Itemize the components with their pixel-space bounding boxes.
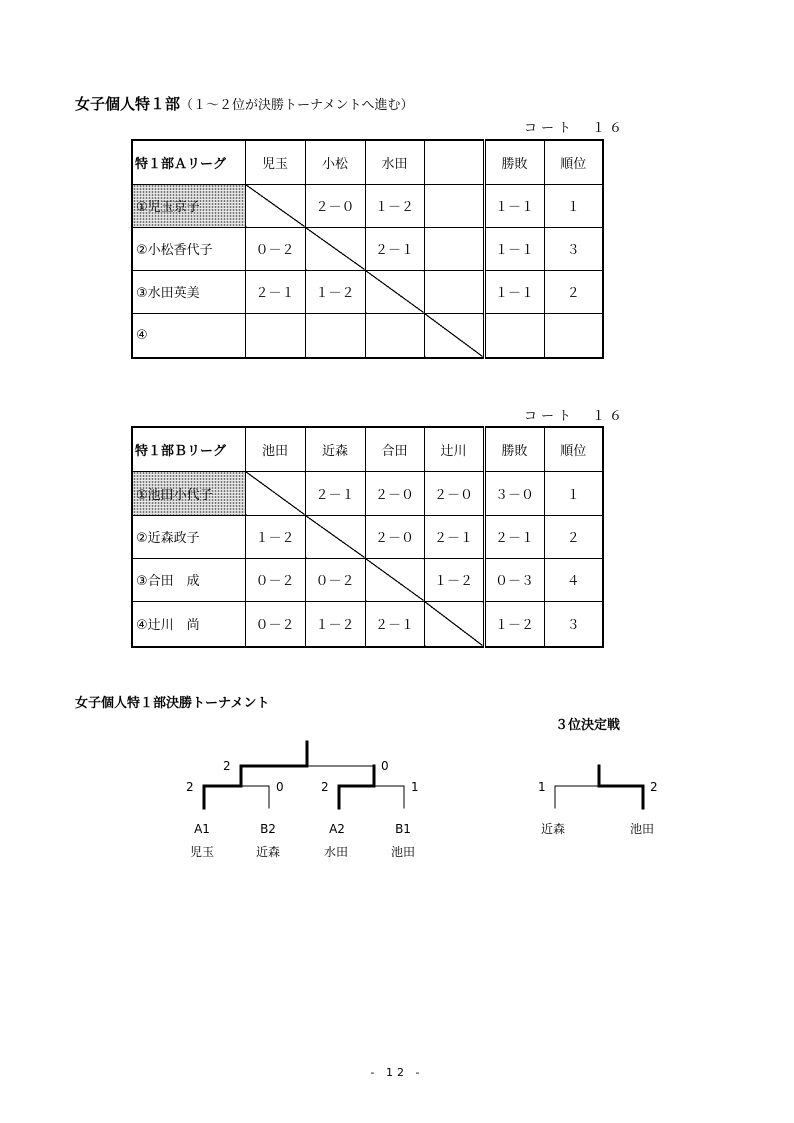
score-label: 2 <box>650 780 658 794</box>
record-cell: ０－３ <box>484 558 544 601</box>
header-cell: 小松 <box>305 140 365 184</box>
score-cell: １－２ <box>305 601 365 647</box>
rank-cell: １ <box>544 471 603 515</box>
score-cell: ２－１ <box>365 601 424 647</box>
score-cell: ０－２ <box>245 558 305 601</box>
court-label-b: コート １６ <box>524 409 627 424</box>
rank-cell: １ <box>544 184 603 227</box>
score-cell: ０－２ <box>245 227 305 270</box>
player-name-cell: ④ <box>132 313 245 358</box>
page-number: - 12 - <box>370 1066 424 1079</box>
player-name-cell: ②近森政子 <box>132 515 245 558</box>
header-cell: 順位 <box>544 427 603 471</box>
score-cell: ２－０ <box>365 515 424 558</box>
header-cell: 合田 <box>365 427 424 471</box>
score-cell: ２－１ <box>424 515 484 558</box>
seed-label: B1 <box>395 822 411 836</box>
title-note: （１～２位が決勝トーナメントへ進む） <box>180 98 414 113</box>
player-name-cell: ①池田小代子 <box>132 471 245 515</box>
player-name-cell: ③水田英美 <box>132 270 245 313</box>
third-place-title: ３位決定戦 <box>555 718 621 733</box>
score-cell: ２－０ <box>365 471 424 515</box>
header-cell: 勝敗 <box>484 427 544 471</box>
rank-cell: ３ <box>544 601 603 647</box>
bracket-winner-line <box>599 766 643 808</box>
header-cell: 水田 <box>365 140 424 184</box>
player-label: 池田 <box>390 845 416 859</box>
score-cell: １－２ <box>365 184 424 227</box>
score-label: 2 <box>321 780 329 794</box>
player-label: 池田 <box>629 822 655 836</box>
score-cell: ０－２ <box>305 558 365 601</box>
bracket-winner-line <box>241 742 307 786</box>
score-label: 1 <box>411 780 419 794</box>
rank-cell: ３ <box>544 227 603 270</box>
header-cell: 順位 <box>544 140 603 184</box>
player-name-cell: ③合田 成 <box>132 558 245 601</box>
bracket-line <box>374 786 404 808</box>
bracket-winner-line <box>339 766 374 808</box>
player-label: 児玉 <box>189 845 215 859</box>
score-cell: １－２ <box>424 558 484 601</box>
score-cell: ２－０ <box>424 471 484 515</box>
header-cell: 特１部Ａリーグ <box>132 140 245 184</box>
seed-label: A1 <box>194 822 210 836</box>
title-main: 女子個人特１部 <box>75 95 181 113</box>
rank-cell: ２ <box>544 270 603 313</box>
player-name-cell: ④辻川 尚 <box>132 601 245 647</box>
record-cell: １－２ <box>484 601 544 647</box>
record-cell: １－１ <box>484 270 544 313</box>
record-cell: ２－１ <box>484 515 544 558</box>
score-cell: ２－１ <box>365 227 424 270</box>
score-label: 1 <box>538 780 546 794</box>
bracket-line <box>555 786 599 808</box>
seed-label: A2 <box>329 822 345 836</box>
header-cell: 特１部Ｂリーグ <box>132 427 245 471</box>
player-label: 近森 <box>255 845 281 859</box>
header-cell: 勝敗 <box>484 140 544 184</box>
score-label: 0 <box>276 780 284 794</box>
score-cell: ２－０ <box>305 184 365 227</box>
record-cell: １－１ <box>484 227 544 270</box>
header-cell: 近森 <box>305 427 365 471</box>
header-cell: 辻川 <box>424 427 484 471</box>
score-cell: １－２ <box>245 515 305 558</box>
bracket-line <box>241 786 269 808</box>
score-cell: ０－２ <box>245 601 305 647</box>
player-name-cell: ②小松香代子 <box>132 227 245 270</box>
header-cell: 池田 <box>245 427 305 471</box>
bracket-line <box>307 766 374 786</box>
seed-label: B2 <box>260 822 276 836</box>
header-cell: 児玉 <box>245 140 305 184</box>
player-name-cell: ①児玉京子 <box>132 184 245 227</box>
record-cell: １－１ <box>484 184 544 227</box>
court-label-a: コート １６ <box>524 121 627 136</box>
rank-cell: ２ <box>544 515 603 558</box>
player-label: 近森 <box>540 822 566 836</box>
score-cell: ２－１ <box>245 270 305 313</box>
bracket-winner-line <box>204 786 241 808</box>
rank-cell: ４ <box>544 558 603 601</box>
tournament-title: 女子個人特１部決勝トーナメント <box>75 696 270 711</box>
score-cell: １－２ <box>305 270 365 313</box>
score-label: 2 <box>186 780 194 794</box>
player-label: 水田 <box>323 845 349 859</box>
score-label: 2 <box>223 759 231 773</box>
score-label: 0 <box>381 759 389 773</box>
record-cell: ３－０ <box>484 471 544 515</box>
score-cell: ２－１ <box>305 471 365 515</box>
